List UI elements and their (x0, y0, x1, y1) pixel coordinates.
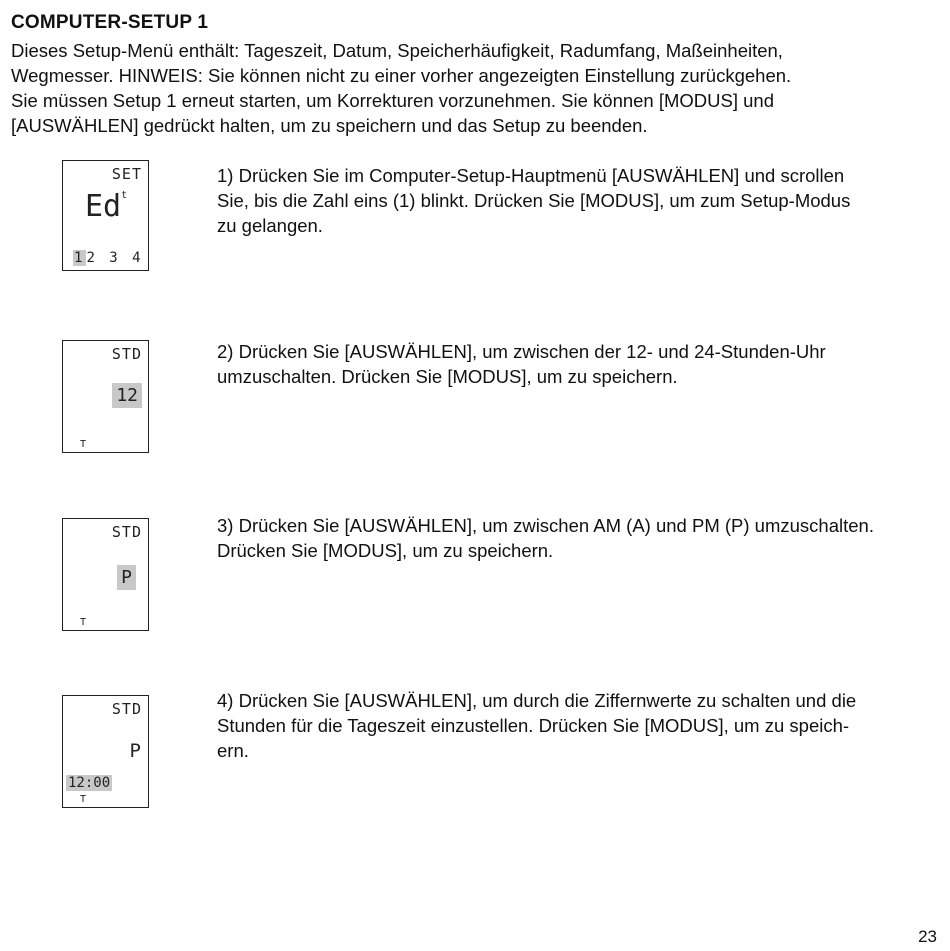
page-title: COMPUTER-SETUP 1 (11, 12, 209, 33)
step-line: 1) Drücken Sie im Computer-Setup-Hauptmenü [AUSWÄHLEN] und scrollen (217, 165, 845, 186)
step-line: 2) Drücken Sie [AUSWÄHLEN], um zwischen der 12- und 24-Stunden-Uhr (217, 341, 826, 362)
lcd-main-value: Ed$^t$ (85, 189, 128, 224)
lcd-mode-label: STD (111, 345, 142, 363)
intro-paragraph (11, 38, 911, 138)
lcd-menu-selected: 1 (74, 250, 86, 266)
step-1-text (217, 163, 942, 238)
lcd-mode-label: STD (111, 523, 142, 541)
lcd-highlighted-value: P (117, 565, 136, 590)
lcd-indicator: T (80, 617, 87, 628)
lcd-highlighted-value: 12 (112, 383, 142, 408)
step-line: Sie, bis die Zahl eins (1) blinkt. Drücken Sie [MODUS], um zum Setup-Modus (217, 190, 851, 211)
intro-line: Sie müssen Setup 1 erneut starten, um Korrekturen vorzunehmen. Sie können [MODUS] und (11, 90, 775, 111)
lcd-menu-rest: 2 3 4 (86, 250, 144, 266)
lcd-indicator: T (80, 794, 87, 805)
step-line: 4) Drücken Sie [AUSWÄHLEN], um durch die Ziffernwerte zu schalten und die (217, 690, 857, 711)
lcd-mode-label: SET (111, 165, 142, 183)
lcd-display-step-4 (62, 695, 149, 808)
step-line: Drücken Sie [MODUS], um zu speichern. (217, 540, 554, 561)
lcd-value: P (129, 740, 141, 762)
lcd-mode-label: STD (111, 700, 142, 718)
step-3-text (217, 513, 942, 563)
intro-line: Dieses Setup-Menü enthält: Tageszeit, Datum, Speicherhäufigkeit, Radumfang, Maßeinheiten, (11, 40, 783, 61)
step-line: umzuschalten. Drücken Sie [MODUS], um zu speichern. (217, 366, 678, 387)
step-line: zu gelangen. (217, 215, 323, 236)
page-number: 23 (918, 927, 937, 946)
step-line: Stunden für die Tageszeit einzustellen. Drücken Sie [MODUS], um zu speich- (217, 715, 850, 736)
step-2-text (217, 339, 942, 389)
lcd-menu-row (73, 250, 144, 266)
lcd-display-step-1 (62, 160, 149, 271)
lcd-indicator: T (80, 439, 87, 450)
lcd-time-value: 12:00 (68, 775, 111, 791)
step-line: ern. (217, 740, 249, 761)
lcd-display-step-2 (62, 340, 149, 453)
intro-line: [AUSWÄHLEN] gedrückt halten, um zu speichern und das Setup zu beenden. (11, 115, 648, 136)
intro-line: Wegmesser. HINWEIS: Sie können nicht zu einer vorher angezeigten Einstellung zurückgehen. (11, 65, 792, 86)
lcd-display-step-3 (62, 518, 149, 631)
step-line: 3) Drücken Sie [AUSWÄHLEN], um zwischen AM (A) und PM (P) umzuschalten. (217, 515, 874, 536)
step-4-text (217, 688, 942, 763)
